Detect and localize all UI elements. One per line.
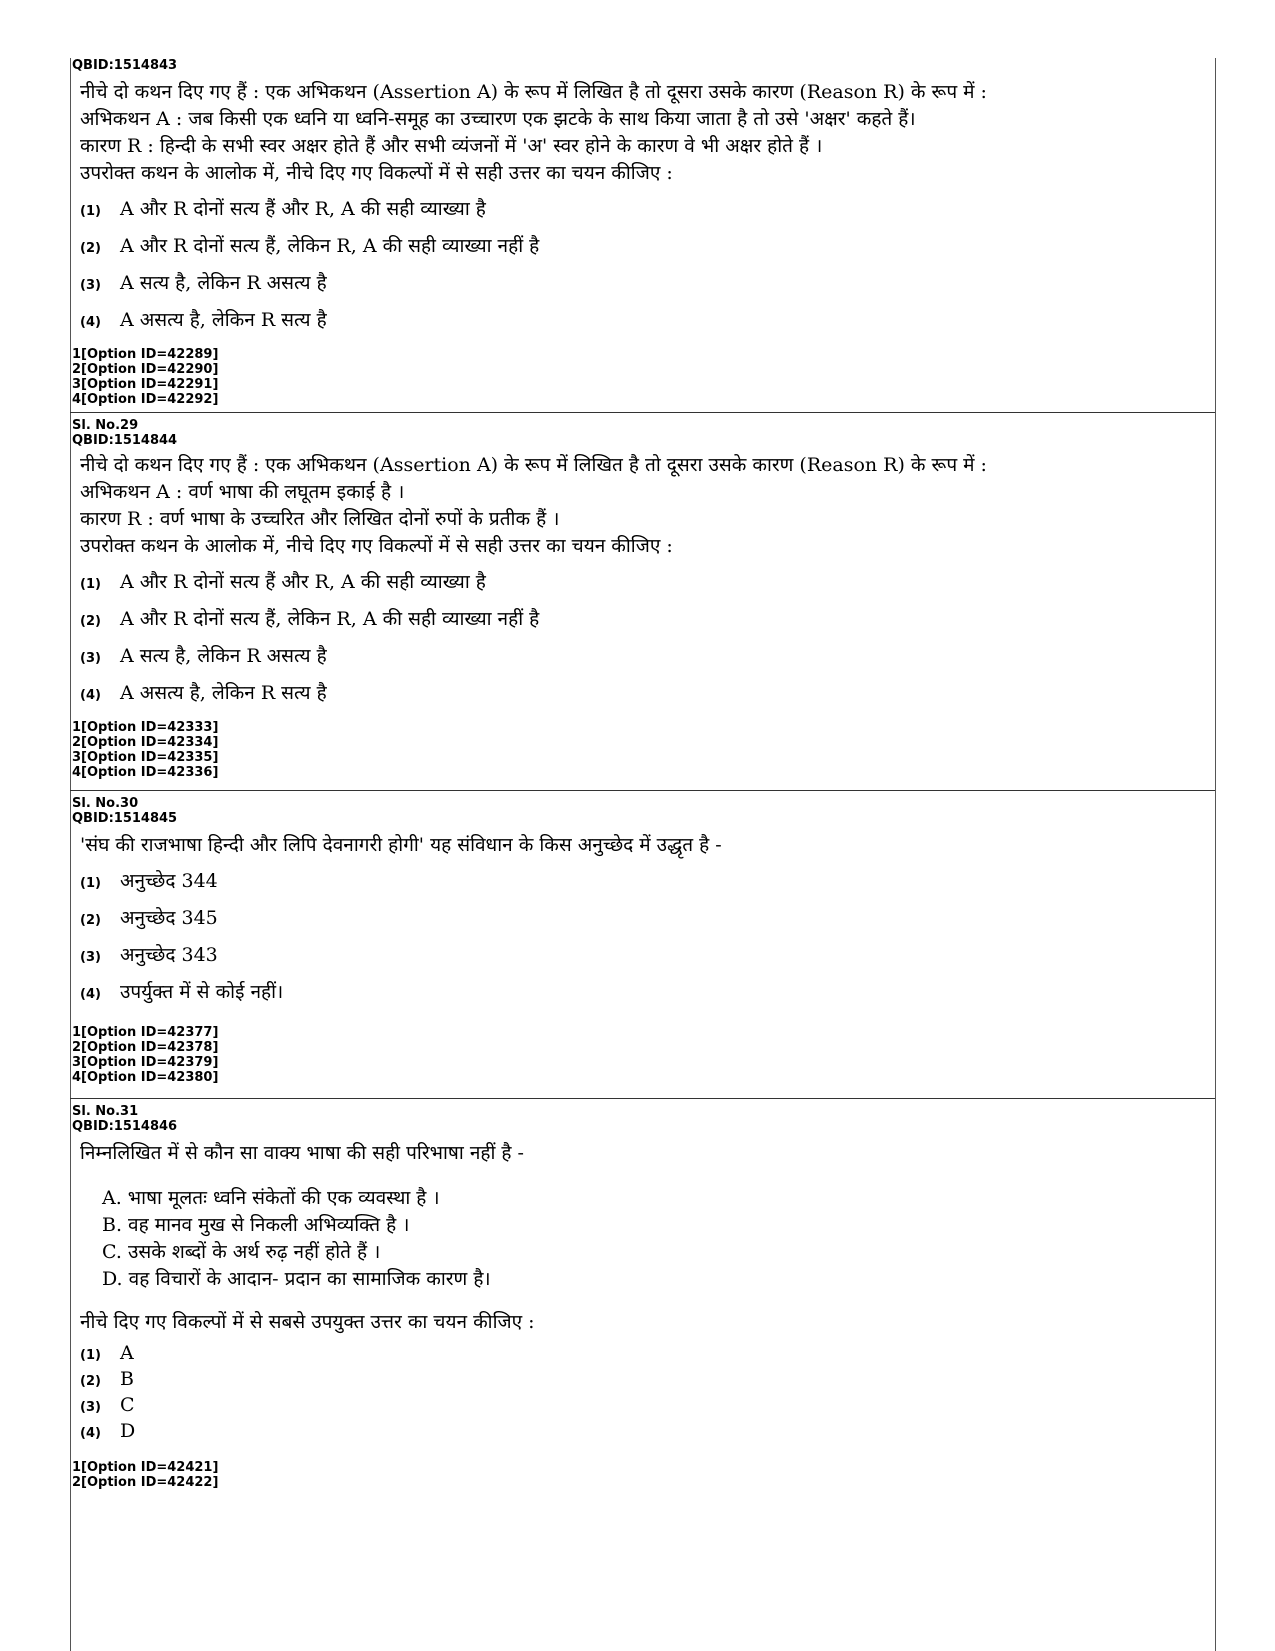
option-4[interactable] [72,306,1212,343]
question-line: नीचे दो कथन दिए गए हैं : एक अभिकथन (Assertion A) के रूप में लिखित है तो दूसरा उसके कारण (Reason R) के रूप में : [80,454,987,476]
option-id: 1[Option ID=42377] [72,1025,219,1040]
option-text: C [120,1394,135,1416]
qbid-label: QBID:1514846 [72,1119,178,1134]
option-id: 3[Option ID=42335] [72,750,219,765]
option-number: (1) [80,1348,101,1363]
option-number: (3) [80,950,101,965]
option-4[interactable] [72,679,1212,716]
option-number: (4) [80,315,101,330]
option-text: A असत्य है, लेकिन R सत्य है [120,309,327,331]
option-id: 4[Option ID=42380] [72,1070,219,1085]
question-block-31 [72,1104,1212,1490]
reason-line: कारण R : हिन्दी के सभी स्वर अक्षर होते हैं और सभी व्यंजनों में 'अ' स्वर होने के कारण वे भी अक्षर होते हैं । [80,135,823,157]
option-number: (3) [80,651,101,666]
instruction-line: उपरोक्त कथन के आलोक में, नीचे दिए गए विकल्पों में से सही उत्तर का चयन कीजिए : [80,162,673,184]
options-list [72,1342,1212,1446]
instruction-line: नीचे दिए गए विकल्पों में से सबसे उपयुक्त उत्तर का चयन कीजिए : [80,1311,535,1333]
question-line: नीचे दो कथन दिए गए हैं : एक अभिकथन (Assertion A) के रूप में लिखित है तो दूसरा उसके कारण (Reason R) के रूप में : [80,81,987,103]
option-id: 3[Option ID=42291] [72,377,219,392]
option-number: (2) [80,1374,101,1389]
option-text: A असत्य है, लेकिन R सत्य है [120,682,327,704]
option-2[interactable] [72,904,1212,941]
question-block-30 [72,796,1212,1085]
question-divider [70,1098,1215,1099]
option-id: 4[Option ID=42292] [72,392,219,407]
option-number: (1) [80,577,101,592]
option-ids [72,720,1212,780]
option-id: 3[Option ID=42379] [72,1055,219,1070]
statement-b: B. वह मानव मुख से निकली अभिव्यक्ति है । [102,1214,410,1236]
option-id: 1[Option ID=42421] [72,1460,219,1475]
qbid-label: QBID:1514845 [72,811,178,826]
option-text: B [120,1368,134,1390]
option-2[interactable] [72,1368,1212,1394]
option-4[interactable] [72,978,1212,1015]
option-1[interactable] [72,195,1212,232]
statement-d: D. वह विचारों के आदान- प्रदान का सामाजिक कारण है। [102,1268,491,1290]
statement-c: C. उसके शब्दों के अर्थ रुढ़ नहीं होते हैं । [102,1241,381,1263]
question-divider [70,790,1215,791]
option-2[interactable] [72,605,1212,642]
option-id: 2[Option ID=42334] [72,735,219,750]
option-id: 1[Option ID=42333] [72,720,219,735]
question-line: निम्नलिखित में से कौन सा वाक्य भाषा की सही परिभाषा नहीं है - [80,1142,524,1164]
option-text: A सत्य है, लेकिन R असत्य है [120,645,327,667]
question-divider [70,412,1215,413]
option-number: (1) [80,876,101,891]
option-text: A [120,1342,134,1364]
option-text: A और R दोनों सत्य हैं और R, A की सही व्याख्या है [120,571,486,593]
option-text: A और R दोनों सत्य हैं, लेकिन R, A की सही व्याख्या नहीं है [120,235,540,257]
option-text: अनुच्छेद 343 [120,944,218,966]
option-3[interactable] [72,642,1212,679]
option-4[interactable] [72,1420,1212,1446]
option-text: A और R दोनों सत्य हैं, लेकिन R, A की सही व्याख्या नहीं है [120,608,540,630]
option-id: 2[Option ID=42378] [72,1040,219,1055]
option-3[interactable] [72,269,1212,306]
option-id: 2[Option ID=42290] [72,362,219,377]
option-text: अनुच्छेद 345 [120,907,218,929]
instruction-line: उपरोक्त कथन के आलोक में, नीचे दिए गए विकल्पों में से सही उत्तर का चयन कीजिए : [80,535,673,557]
option-id: 2[Option ID=42422] [72,1475,219,1490]
option-2[interactable] [72,232,1212,269]
option-number: (3) [80,1400,101,1415]
option-id: 4[Option ID=42336] [72,765,219,780]
question-line: 'संघ की राजभाषा हिन्दी और लिपि देवनागरी होगी' यह संविधान के किस अनुच्छेद में उद्धृत है - [80,834,722,856]
option-number: (2) [80,241,101,256]
option-number: (4) [80,1426,101,1441]
option-number: (3) [80,278,101,293]
option-id: 1[Option ID=42289] [72,347,219,362]
option-text: D [120,1420,136,1442]
reason-line: कारण R : वर्ण भाषा के उच्चरित और लिखित दोनों रुपों के प्रतीक हैं । [80,508,560,530]
serial-number: Sl. No.30 [72,796,139,811]
option-text: अनुच्छेद 344 [120,870,218,892]
assertion-line: अभिकथन A : जब किसी एक ध्वनि या ध्वनि-समूह का उच्चारण एक झटके के साथ किया जाता है तो उसे 'अक्षर' कहते हैं। [80,108,916,130]
option-text: A और R दोनों सत्य हैं और R, A की सही व्याख्या है [120,198,486,220]
option-3[interactable] [72,941,1212,978]
option-text: A सत्य है, लेकिन R असत्य है [120,272,327,294]
question-block-1514843 [72,58,1212,407]
serial-number: Sl. No.31 [72,1104,139,1119]
option-text: उपर्युक्त में से कोई नहीं। [120,981,284,1003]
option-3[interactable] [72,1394,1212,1420]
qbid-label: QBID:1514844 [72,433,178,448]
option-1[interactable] [72,1342,1212,1368]
options-list [72,867,1212,1015]
options-list [72,568,1212,716]
option-1[interactable] [72,568,1212,605]
qbid-label: QBID:1514843 [72,58,178,73]
serial-number: Sl. No.29 [72,418,139,433]
option-number: (2) [80,614,101,629]
question-block-29 [72,418,1212,780]
option-ids [72,1460,1212,1490]
assertion-line: अभिकथन A : वर्ण भाषा की लघूतम इकाई है । [80,481,405,503]
option-ids [72,1025,1212,1085]
options-list [72,195,1212,343]
option-1[interactable] [72,867,1212,904]
statement-a: A. भाषा मूलतः ध्वनि संकेतों की एक व्यवस्था है । [102,1187,440,1209]
option-number: (4) [80,987,101,1002]
option-number: (1) [80,204,101,219]
statement-list [72,1185,1212,1293]
option-ids [72,347,1212,407]
option-number: (2) [80,913,101,928]
option-number: (4) [80,688,101,703]
